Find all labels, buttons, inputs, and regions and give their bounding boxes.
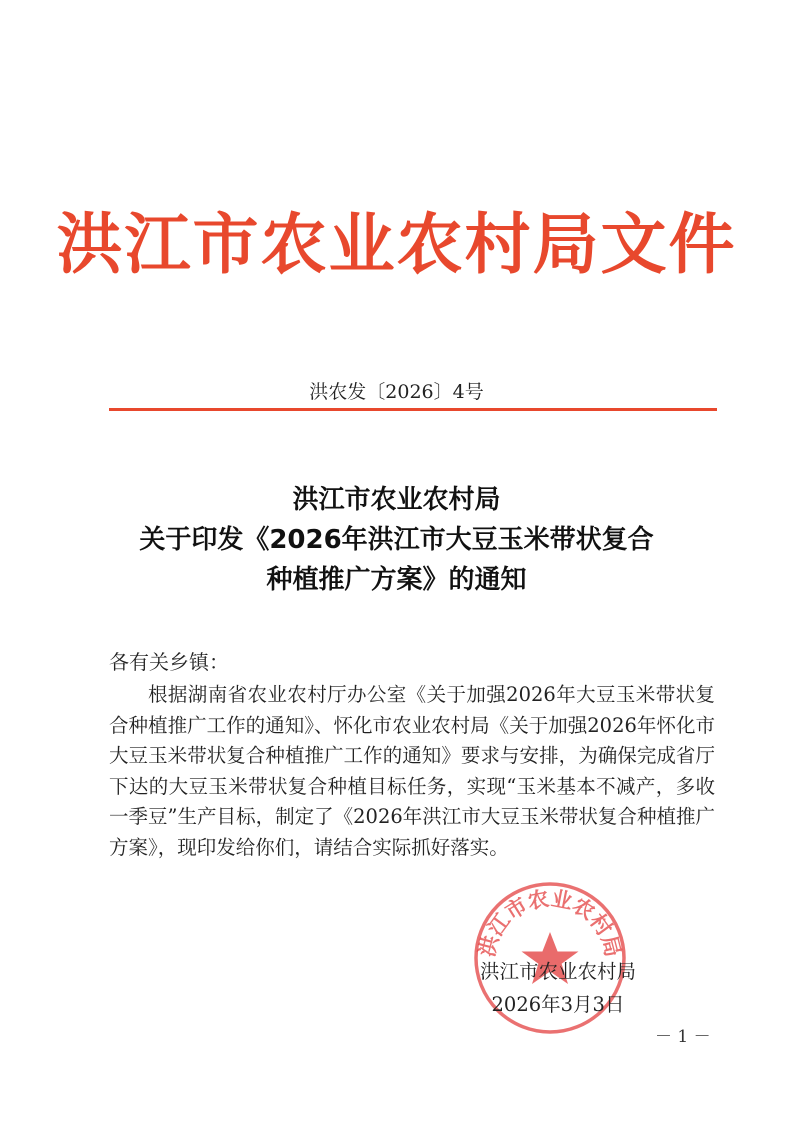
title-line-3: 种植推广方案》的通知: [266, 565, 527, 595]
body-paragraph: 根据湖南省农业农村厅办公室《关于加强2026年大豆玉米带状复合种植推广工作的通知》、怀化市农业农村局《关于加强2026年怀化市大豆玉米带状复合种植推广工作的通知》要求与安排，为确保完成省厅下达的大豆玉米带状复合种植目标任务，实现“玉米基本不减产，多收一季豆”生产目标，制定了《2026年洪江市大豆玉米带状复合种植推广方案》，现印发给你们，请结合实际抓好落实。: [109, 683, 715, 859]
signature-date: 2026年3月3日: [491, 993, 625, 1016]
header-divider: [109, 408, 717, 411]
document-header-title: 洪江市农业农村局文件: [56, 206, 737, 283]
page-number: － 1 －: [655, 1027, 711, 1047]
document-title: [0, 480, 793, 600]
salutation: 各有关乡镇：: [109, 650, 229, 674]
signature-org: 洪江市农业农村局: [479, 960, 636, 983]
seal-text: 洪江市农业农村局: [474, 886, 626, 960]
title-line-2: 关于印发《2026年洪江市大豆玉米带状复合: [139, 525, 654, 555]
signature-block: [448, 955, 668, 1021]
title-line-1: 洪江市农业农村局: [292, 485, 501, 515]
document-number: 洪农发〔2026〕4号: [309, 381, 484, 403]
